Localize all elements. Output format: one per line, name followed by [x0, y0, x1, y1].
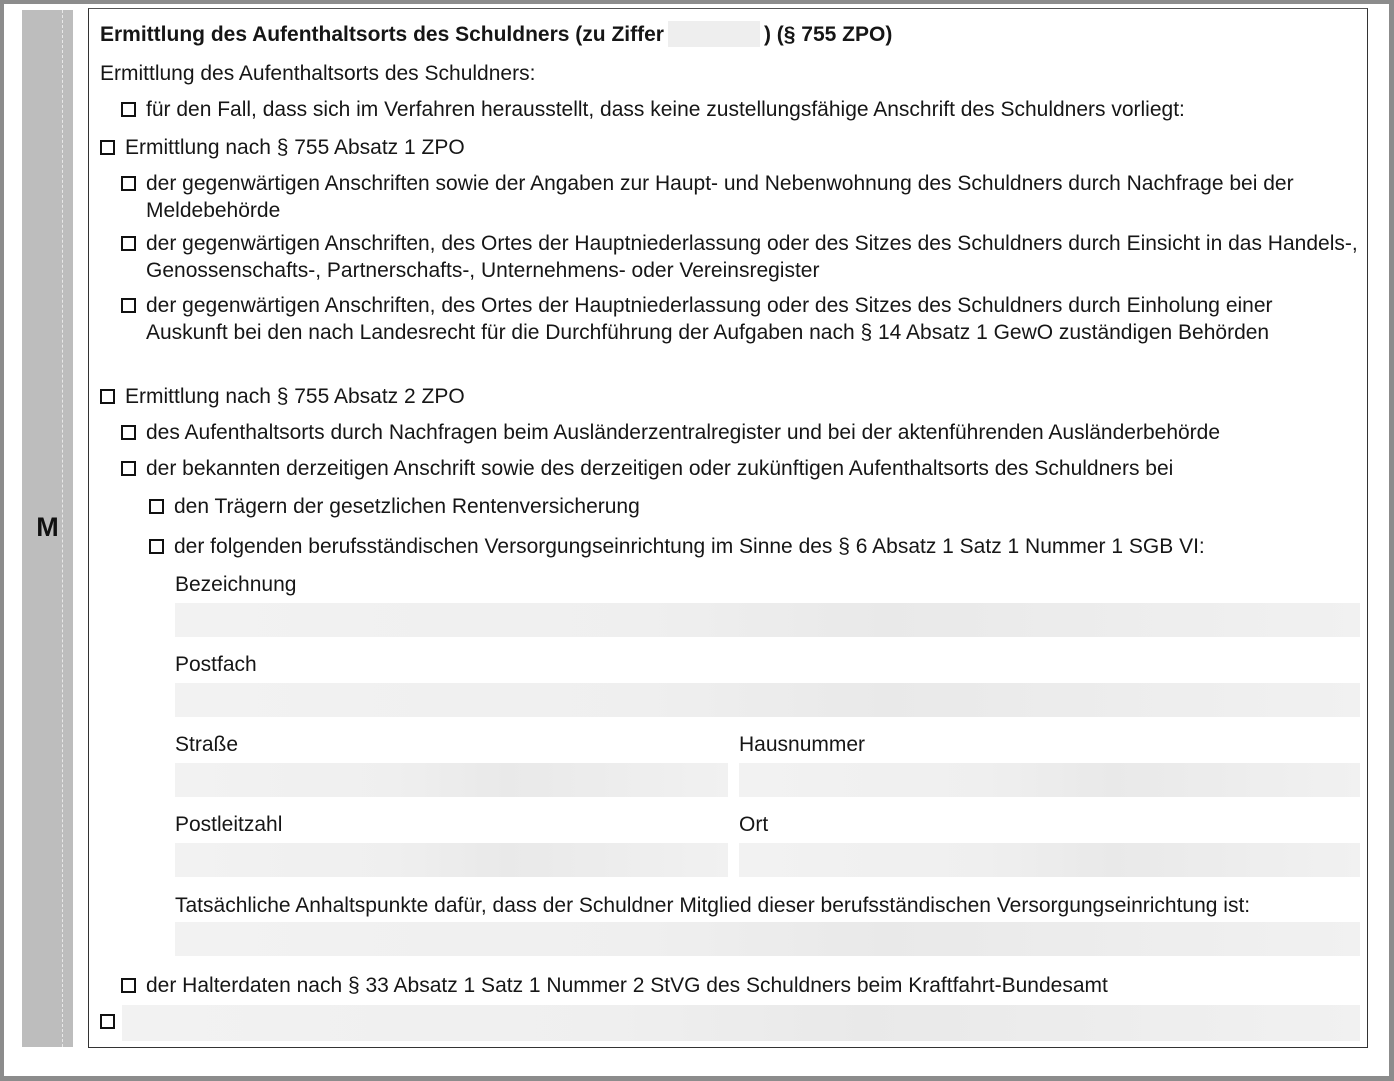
case-option-label: für den Fall, dass sich im Verfahren herausstellt, dass keine zustellungsfähige Anschrift des Schuldners vorliegt:: [146, 98, 1185, 121]
strasse-input[interactable]: [175, 763, 728, 797]
absatz2-option-azr[interactable]: [121, 419, 1351, 446]
checkbox-gewo[interactable]: [121, 298, 136, 313]
halterdaten-option[interactable]: [121, 972, 1351, 999]
absatz2-option[interactable]: [100, 383, 900, 410]
sub-option-versorgungseinrichtung[interactable]: [149, 533, 1349, 560]
checkbox-azr[interactable]: [121, 425, 136, 440]
anhaltspunkte-input[interactable]: [175, 922, 1360, 956]
section-title-prefix: Ermittlung des Aufenthaltsorts des Schuldners (zu Ziffer: [100, 23, 664, 46]
checkbox-meldebehoerde[interactable]: [121, 176, 136, 191]
free-option-input[interactable]: [122, 1005, 1360, 1041]
hausnummer-label: Hausnummer: [739, 733, 866, 756]
postfach-input[interactable]: [175, 683, 1360, 717]
section-intro: Ermittlung des Aufenthaltsorts des Schuldners:: [100, 62, 536, 85]
anhaltspunkte-label: Tatsächliche Anhaltspunkte dafür, dass der Schuldner Mitglied dieser berufsständischen Versorgungseinrichtung ist:: [175, 894, 1251, 917]
absatz2-option-anschrift[interactable]: [121, 455, 1351, 482]
checkbox-free-option[interactable]: [100, 1014, 115, 1029]
bezeichnung-input[interactable]: [175, 603, 1360, 637]
case-option[interactable]: [121, 96, 1351, 123]
absatz1-option-gewo[interactable]: [121, 292, 1321, 346]
strasse-label: Straße: [175, 733, 239, 756]
postfach-label: Postfach: [175, 653, 257, 676]
absatz1-option[interactable]: [100, 134, 900, 161]
checkbox-absatz1[interactable]: [100, 140, 115, 155]
checkbox-anschrift[interactable]: [121, 461, 136, 476]
checkbox-case-option[interactable]: [121, 102, 136, 117]
option-label: der folgenden berufsständischen Versorgungseinrichtung im Sinne des § 6 Absatz 1 Satz 1 Nummer 1 SGB VI:: [174, 535, 1205, 558]
option-label: der gegenwärtigen Anschriften sowie der Angaben zur Haupt- und Nebenwohnung des Schuldners durch Nachfrage bei der Meldebehörde: [146, 172, 1294, 222]
checkbox-halterdaten[interactable]: [121, 978, 136, 993]
option-label: der bekannten derzeitigen Anschrift sowie des derzeitigen oder zukünftigen Aufenthaltsorts des Schuldners bei: [146, 457, 1174, 480]
postleitzahl-label: Postleitzahl: [175, 813, 283, 836]
ort-label: Ort: [739, 813, 769, 836]
absatz1-option-register[interactable]: [121, 230, 1361, 284]
checkbox-rentenversicherung[interactable]: [149, 499, 164, 514]
option-label: des Aufenthaltsorts durch Nachfragen beim Ausländerzentralregister und bei der aktenführenden Ausländerbehörde: [146, 421, 1221, 444]
hausnummer-input[interactable]: [739, 763, 1360, 797]
ziffer-input[interactable]: [668, 21, 760, 47]
checkbox-absatz2[interactable]: [100, 389, 115, 404]
checkbox-versorgungseinrichtung[interactable]: [149, 539, 164, 554]
section-title: [100, 21, 892, 48]
bezeichnung-label: Bezeichnung: [175, 573, 297, 596]
sub-option-rentenversicherung[interactable]: [149, 493, 1049, 520]
option-label: der gegenwärtigen Anschriften, des Ortes der Hauptniederlassung oder des Sitzes des Schuldners durch Einholung einer Auskunft bei den nach Landesrecht für die Durchführung der Aufgaben nach § 14 Absatz 1 GewO zuständigen Behörden: [146, 294, 1273, 344]
option-label: den Trägern der gesetzlichen Rentenversicherung: [174, 495, 640, 518]
ort-input[interactable]: [739, 843, 1360, 877]
option-label: der gegenwärtigen Anschriften, des Ortes der Hauptniederlassung oder des Sitzes des Schuldners durch Einsicht in das Handels-, Genossenschafts-, Partnerschafts-, Unternehmens- oder Vereinsregister: [146, 232, 1358, 282]
absatz1-option-meldebehoerde[interactable]: [121, 170, 1356, 224]
postleitzahl-input[interactable]: [175, 843, 728, 877]
checkbox-register[interactable]: [121, 236, 136, 251]
absatz1-label: Ermittlung nach § 755 Absatz 1 ZPO: [125, 136, 465, 159]
section-letter: M: [36, 512, 59, 542]
halterdaten-label: der Halterdaten nach § 33 Absatz 1 Satz 1 Nummer 2 StVG des Schuldners beim Kraftfahrt-Bundesamt: [146, 974, 1108, 997]
absatz2-label: Ermittlung nach § 755 Absatz 2 ZPO: [125, 385, 465, 408]
section-title-suffix: ) (§ 755 ZPO): [763, 23, 893, 46]
